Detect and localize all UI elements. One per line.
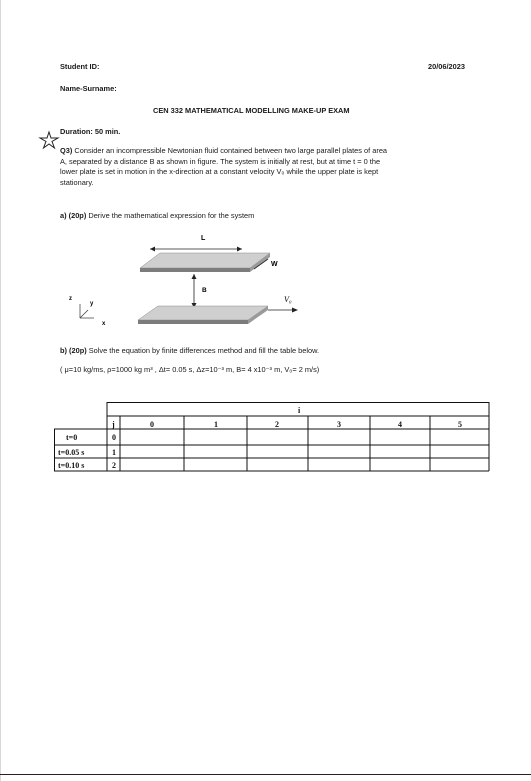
coordinate-axes xyxy=(69,296,106,327)
table-i-value-0: 0 xyxy=(150,420,154,429)
part-b-text: Solve the equation by finite differences method and fill the table below. xyxy=(88,346,320,355)
finite-difference-table xyxy=(54,402,490,476)
part-a-text: Derive the mathematical expression for the system xyxy=(88,211,255,220)
table-row-j-2: 2 xyxy=(112,461,116,470)
exam-date: 20/06/2023 xyxy=(428,62,465,71)
question-line-1: Consider an incompressible Newtonian fluid contained between two large parallel plates of area xyxy=(74,146,388,155)
question-line-2: A, separated by a distance B as shown in figure. The system is initially at rest, but at time t = 0 the xyxy=(60,156,381,166)
question-line-3: lower plate is set in motion in the x-direction at a constant velocity V₀ while the upper plate is kept xyxy=(60,167,379,177)
label-V0: V₀ xyxy=(284,295,292,304)
duration: Duration: 50 min. xyxy=(60,127,121,136)
table-row-time-2: t=0.10 s xyxy=(58,461,85,470)
lower-plate-front xyxy=(138,320,248,324)
table-i-value-2: 2 xyxy=(275,420,279,429)
parameters: ( μ=10 kg/ms, ρ=1000 kg m³ , Δt= 0.05 s, Δz=10⁻³ m, B= 4 x10⁻³ m, V₀= 2 m/s) xyxy=(60,365,320,374)
label-W: W xyxy=(271,261,278,268)
label-B: B xyxy=(202,287,207,294)
parallel-plates-diagram xyxy=(60,228,320,338)
axis-x-label: x xyxy=(102,321,106,327)
arrowhead-left-icon xyxy=(150,247,155,252)
table-row-time-0: t=0 xyxy=(66,433,78,442)
table-row-j-1: 1 xyxy=(112,448,116,457)
question-text xyxy=(60,146,488,188)
table-row-time-1: t=0.05 s xyxy=(58,448,85,457)
upper-plate-front xyxy=(140,268,250,272)
name-surname-label: Name-Surname: xyxy=(60,84,117,93)
question-number: Q3) xyxy=(60,146,73,155)
table-i-value-3: 3 xyxy=(337,420,341,429)
arrowhead-up-icon xyxy=(192,274,197,279)
part-b xyxy=(60,346,319,356)
student-id-label: Student ID: xyxy=(60,62,100,71)
page-bottom-border xyxy=(0,774,531,775)
table-i-value-5: 5 xyxy=(458,420,462,429)
exam-title: CEN 332 MATHEMATICAL MODELLING MAKE-UP EXAM xyxy=(153,106,350,115)
table-i-value-4: 4 xyxy=(398,420,402,429)
upper-plate-top xyxy=(140,253,270,268)
axis-z-label: z xyxy=(69,296,72,302)
table-i-header: i xyxy=(298,406,301,415)
arrowhead-right-icon xyxy=(237,247,242,252)
part-b-label: b) (20p) xyxy=(60,346,87,355)
page-edge xyxy=(0,0,1,781)
table-i-value-1: 1 xyxy=(214,420,218,429)
question-line-4: stationary. xyxy=(60,177,94,187)
axis-y-label: y xyxy=(90,301,94,307)
star-icon xyxy=(38,130,60,150)
table-j-header: j xyxy=(112,420,115,429)
label-L: L xyxy=(201,235,206,242)
velocity-arrowhead-icon xyxy=(292,308,298,313)
lower-plate-top xyxy=(138,306,268,320)
part-a xyxy=(60,211,254,221)
part-a-label: a) (20p) xyxy=(60,211,87,220)
table-row-j-0: 0 xyxy=(112,433,116,442)
